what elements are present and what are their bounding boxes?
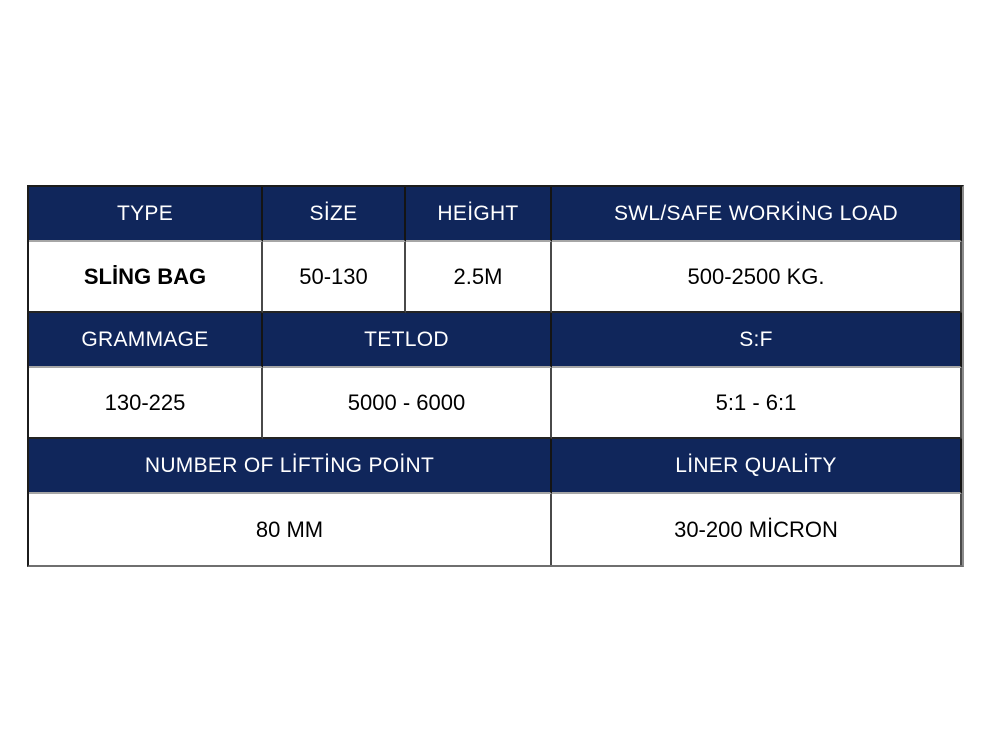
header-cell-lifting-point: NUMBER OF LİFTİNG POİNT: [29, 439, 552, 494]
header-row-1: [29, 187, 962, 242]
header-cell-grammage: GRAMMAGE: [29, 313, 263, 368]
value-cell-size: 50-130: [263, 242, 406, 313]
header-cell-sf: S:F: [552, 313, 962, 368]
header-cell-tetlod: TETLOD: [263, 313, 552, 368]
value-cell-sf: 5:1 - 6:1: [552, 368, 962, 439]
header-cell-height: HEİGHT: [406, 187, 552, 242]
data-row-2: [29, 368, 962, 439]
value-cell-lifting-point: 80 MM: [29, 494, 552, 565]
header-cell-type: TYPE: [29, 187, 263, 242]
data-row-1: [29, 242, 962, 313]
header-row-3: [29, 439, 962, 494]
value-cell-type: SLİNG BAG: [29, 242, 263, 313]
value-cell-grammage: 130-225: [29, 368, 263, 439]
header-cell-swl: SWL/SAFE WORKİNG LOAD: [552, 187, 962, 242]
header-cell-liner-quality: LİNER QUALİTY: [552, 439, 962, 494]
value-cell-tetlod: 5000 - 6000: [263, 368, 552, 439]
value-cell-liner-quality: 30-200 MİCRON: [552, 494, 962, 565]
product-spec-table: [27, 185, 964, 567]
header-row-2: [29, 313, 962, 368]
value-cell-height: 2.5M: [406, 242, 552, 313]
data-row-3: [29, 494, 962, 565]
value-cell-swl: 500-2500 KG.: [552, 242, 962, 313]
header-cell-size: SİZE: [263, 187, 406, 242]
